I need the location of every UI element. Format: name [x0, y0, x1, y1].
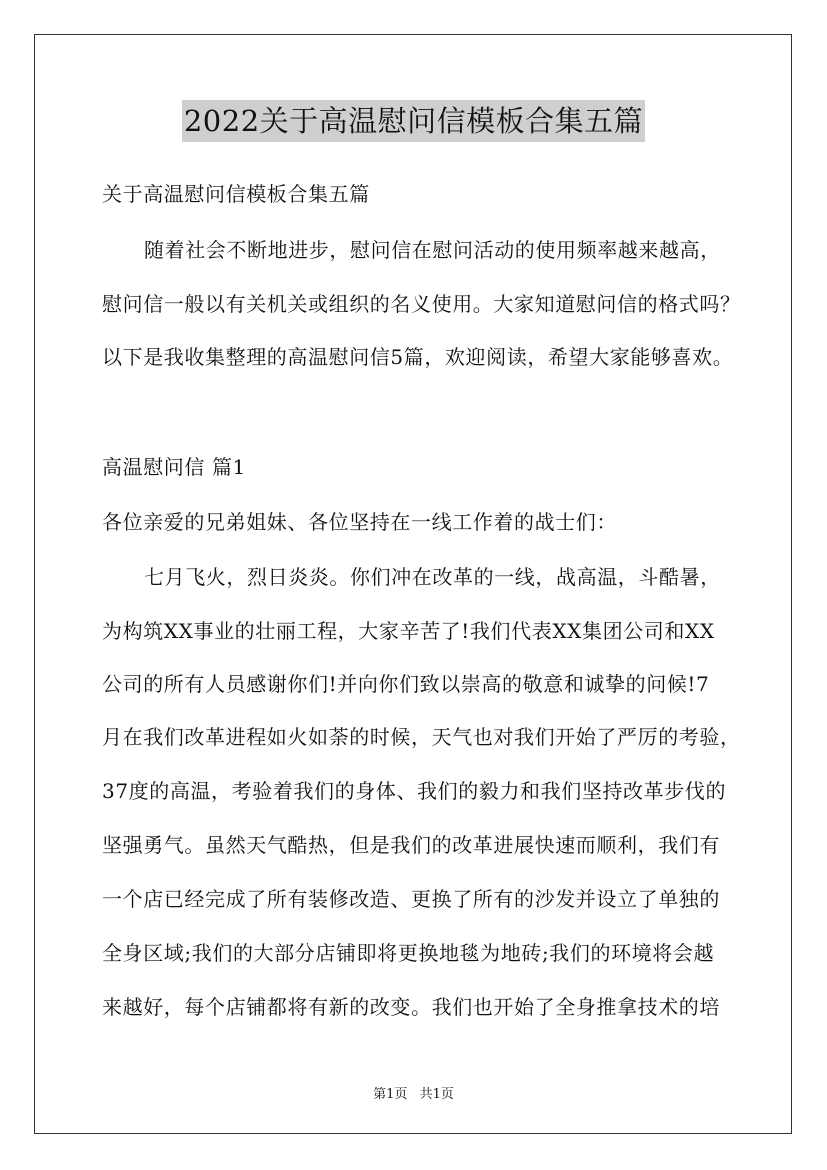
paragraph-line: 全身区域;我们的大部分店铺即将更换地毯为地砖;我们的环境将会越 — [102, 941, 715, 965]
paragraph-line: 坚强勇气。虽然天气酷热，但是我们的改革进展快速而顺利，我们有 — [102, 833, 720, 857]
title-container — [0, 100, 827, 142]
paragraph-line: 七月飞火，烈日炎炎。你们冲在改革的一线，战高温，斗酷暑， — [144, 565, 721, 589]
document-title: 2022关于高温慰问信模板合集五篇 — [182, 100, 645, 142]
salutation-line: 各位亲爱的兄弟姐妹、各位坚持在一线工作着的战士们： — [102, 510, 617, 534]
page-number: 第1页 — [373, 1087, 408, 1102]
page-total: 共1页 — [419, 1087, 454, 1102]
paragraph-line: 来越好，每个店铺都将有新的改变。我们也开始了全身推拿技术的培 — [102, 995, 720, 1019]
paragraph-line: 月在我们改革进程如火如荼的时候，天气也对我们开始了严厉的考验， — [102, 725, 741, 749]
page-footer — [0, 1083, 827, 1102]
paragraph-line: 随着社会不断地进步，慰问信在慰问活动的使用频率越来越高， — [144, 238, 721, 262]
paragraph-line: 慰问信一般以有关机关或组织的名义使用。大家知道慰问信的格式吗？ — [102, 292, 741, 316]
paragraph-line: 一个店已经完成了所有装修改造、更换了所有的沙发并设立了单独的 — [102, 887, 720, 911]
paragraph-line: 为构筑XX事业的壮丽工程，大家辛苦了!我们代表XX集团公司和XX — [102, 619, 715, 643]
subtitle-line: 关于高温慰问信模板合集五篇 — [102, 182, 370, 206]
section-heading: 高温慰问信 篇1 — [102, 455, 246, 479]
paragraph-line: 以下是我收集整理的高温慰问信5篇，欢迎阅读，希望大家能够喜欢。 — [102, 345, 734, 369]
paragraph-line: 37度的高温，考验着我们的身体、我们的毅力和我们坚持改革步伐的 — [102, 779, 727, 803]
paragraph-line: 公司的所有人员感谢你们!并向你们致以崇高的敬意和诚挚的问候!7 — [102, 672, 710, 696]
